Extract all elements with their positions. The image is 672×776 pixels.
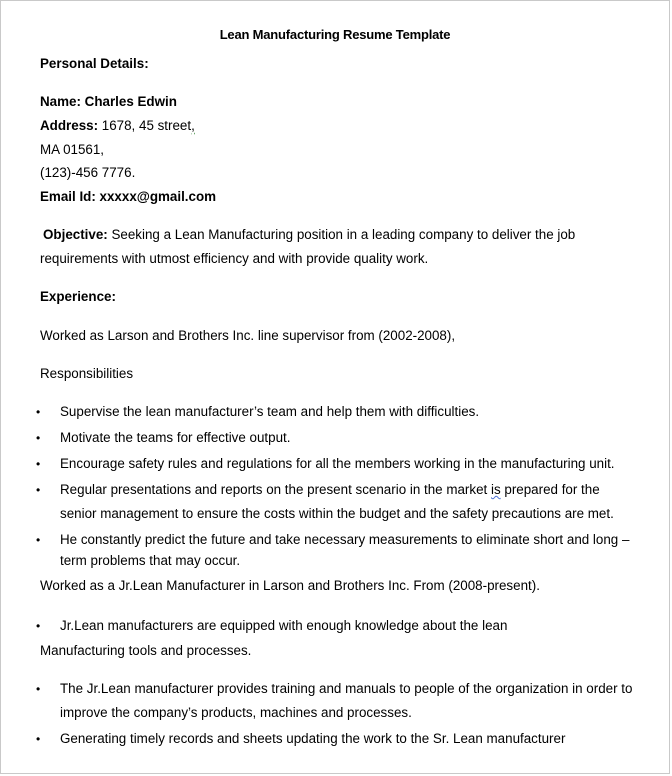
address-comma: ,: [191, 118, 195, 133]
bullet-icon: •: [36, 405, 41, 419]
list-item: Encourage safety rules and regulations for all the members working in the manufacturing unit.: [60, 456, 615, 471]
address-label: Address:: [40, 118, 99, 133]
list-item-continuation: term problems that may occur.: [60, 553, 241, 568]
objective-line-2: requirements with utmost efficiency and with provide quality work.: [40, 251, 429, 266]
list-item-text: Regular presentations and reports on the present scenario in the market: [60, 482, 491, 497]
experience-heading: Experience:: [40, 289, 116, 304]
objective-line-1: [43, 226, 575, 244]
list-item: Jr.Lean manufacturers are equipped with enough knowledge about the lean: [60, 618, 508, 633]
objective-text-1: Seeking a Lean Manufacturing position in a leading company to deliver the job: [107, 227, 576, 242]
objective-label: Objective:: [43, 227, 108, 242]
address-street: 1678, 45 street: [98, 118, 192, 133]
list-item: He constantly predict the future and take necessary measurements to eliminate short and long –: [60, 532, 630, 547]
list-item: [60, 481, 600, 499]
bullet-icon: •: [36, 483, 41, 497]
list-item-continuation: senior management to ensure the costs within the budget and the safety precautions are met.: [60, 506, 614, 521]
address-line-2: MA 01561,: [40, 142, 105, 157]
job-2-description: Worked as a Jr.Lean Manufacturer in Larson and Brothers Inc. From (2008-present).: [40, 578, 540, 593]
name-field: Name: Charles Edwin: [40, 94, 177, 109]
phone-number: (123)-456 7776.: [40, 165, 136, 180]
list-item: Motivate the teams for effective output.: [60, 430, 291, 445]
document-title: Lean Manufacturing Resume Template: [219, 27, 451, 42]
bullet-icon: •: [36, 682, 41, 696]
bullet-icon: •: [36, 431, 41, 445]
list-item: The Jr.Lean manufacturer provides training and manuals to people of the organization in order to: [60, 681, 633, 696]
job-1-description: Worked as Larson and Brothers Inc. line supervisor from (2002-2008),: [40, 328, 456, 343]
list-item-continuation: Manufacturing tools and processes.: [40, 643, 252, 658]
list-item: Generating timely records and sheets updating the work to the Sr. Lean manufacturer: [60, 731, 566, 746]
bullet-icon: •: [36, 457, 41, 471]
personal-details-heading: Personal Details:: [40, 56, 149, 71]
list-item-text: is: [490, 482, 501, 497]
list-item-text: prepared for the: [500, 482, 600, 497]
address-line-1: [40, 117, 195, 135]
bullet-icon: •: [36, 533, 41, 547]
email-field: Email Id: xxxxx@gmail.com: [40, 189, 217, 204]
responsibilities-label: Responsibilities: [40, 366, 134, 381]
bullet-icon: •: [36, 732, 41, 746]
list-item-continuation: improve the company’s products, machines and processes.: [60, 705, 412, 720]
bullet-icon: •: [36, 619, 41, 633]
list-item: Supervise the lean manufacturer’s team and help them with difficulties.: [60, 404, 480, 419]
